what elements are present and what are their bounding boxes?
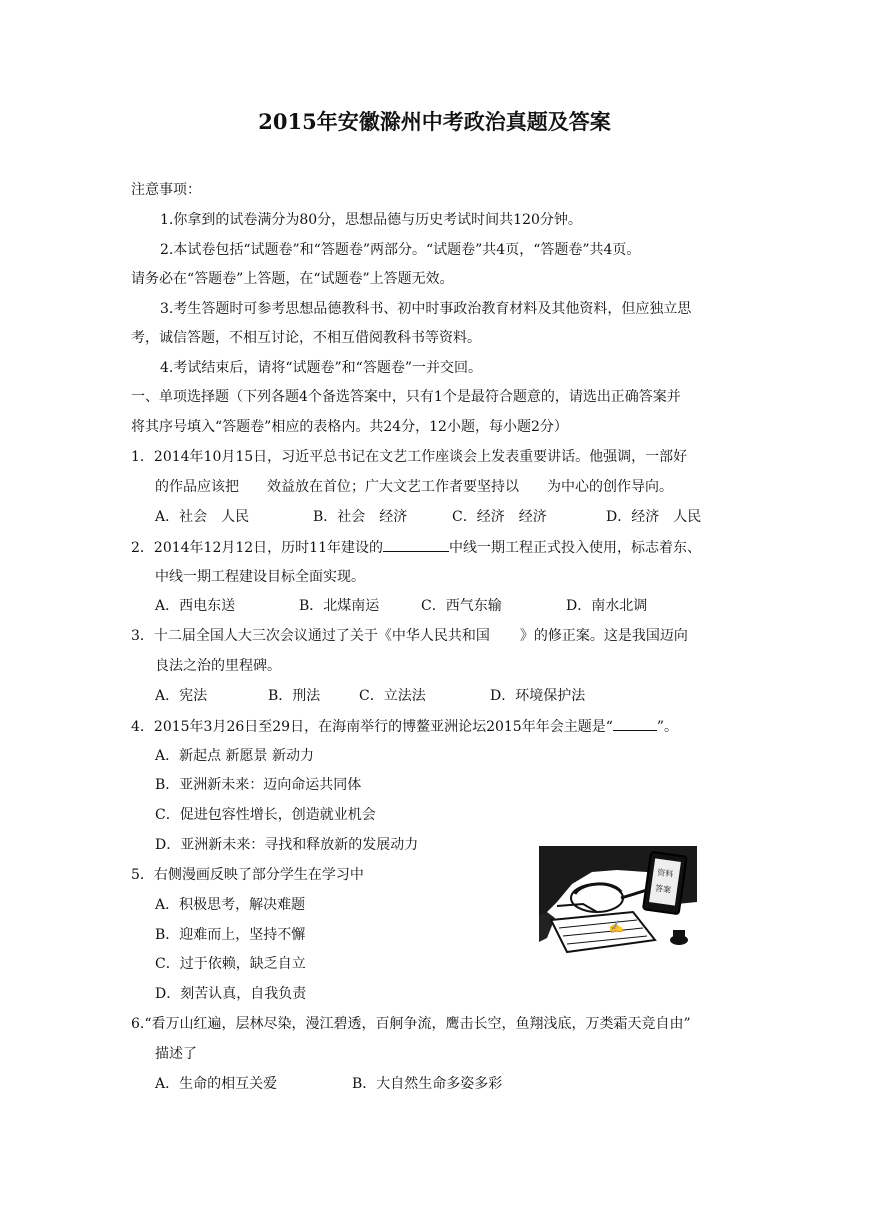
section-instructions: 将其序号填入“答题卷”相应的表格内。共24分，12小题，每小题2分）: [131, 419, 568, 435]
cartoon-notebook-scribble: ✍: [607, 919, 625, 935]
q1-option-d: D．经济 人民: [606, 509, 702, 525]
q6-option-b: B．大自然生命多姿多彩: [352, 1076, 503, 1092]
q4-option-c: C．促进包容性增长，创造就业机会: [155, 807, 376, 823]
notice-item: 1.你拿到的试卷满分为80分，思想品德与历史考试时间共120分钟。: [160, 212, 582, 228]
q2-option-c: C．西气东输: [421, 598, 502, 614]
notice-item: 2.本试卷包括“试题卷”和“答题卷”两部分。“试题卷”共4页，“答题卷”共4页。: [160, 242, 641, 258]
q4-text-a: 4．2015年3月26日至29日，在海南举行的博鳌亚洲论坛2015年年会主题是“: [131, 719, 613, 735]
notice-item: 4.考试结束后，请将“试题卷”和“答题卷”一并交回。: [160, 360, 482, 376]
q1-option-c: C．经济 经济: [452, 509, 547, 525]
q2-text-a: 2．2014年12月12日，历时11年建设的: [131, 540, 383, 556]
question-3-line2: 良法之治的里程碑。: [155, 658, 281, 674]
question-2: [131, 537, 701, 558]
question-2-line2: 中线一期工程建设目标全面实现。: [155, 569, 365, 585]
section-heading: 一、单项选择题（下列各题4个备选答案中，只有1个是最符合题意的，请选出正确答案并: [131, 389, 681, 405]
question-6: 6.“看万山红遍，层林尽染，漫江碧透，百舸争流，鹰击长空，鱼翔浅底，万类霜天竞自由”: [131, 1016, 691, 1032]
q1-text-b: 效益放在首位；广大文艺工作者要坚持以: [267, 479, 519, 495]
q3-option-a: A．宪法: [155, 688, 208, 704]
q1-option-b: B．社会 经济: [313, 509, 408, 525]
q3-option-c: C．立法法: [359, 688, 426, 704]
q4-text-b: ”。: [656, 719, 679, 735]
q1-text-c: 为中心的创作导向。: [547, 479, 673, 495]
q2-answer-blank: [383, 537, 449, 552]
q4-option-a: A．新起点 新愿景 新动力: [155, 748, 315, 764]
q5-option-c: C．过于依赖，缺乏自立: [155, 956, 306, 972]
q3-option-b: B．刑法: [268, 688, 321, 704]
question-1-line2: [155, 477, 673, 497]
q2-option-a: A．西电东送: [155, 598, 236, 614]
q5-option-a: A．积极思考，解决难题: [155, 897, 306, 913]
q3-text-a: 3．十二届全国人大三次会议通过了关于《中华人民共和国: [131, 628, 490, 644]
q2-option-b: B．北煤南运: [299, 598, 380, 614]
question-1: 1．2014年10月15日，习近平总书记在文艺工作座谈会上发表重要讲话。他强调，一部好: [131, 449, 688, 465]
notice-heading: 注意事项：: [131, 182, 201, 198]
page-title: 2015年安徽滁州中考政治真题及答案: [258, 109, 611, 134]
q5-option-b: B．迎难而上，坚持不懈: [155, 927, 306, 943]
question-5: 5．右侧漫画反映了部分学生在学习中: [131, 867, 364, 883]
q1-option-a: A．社会 人民: [155, 509, 250, 525]
cartoon-label-answer: 答案: [654, 883, 672, 895]
notice-item: 考，诚信答题，不相互讨论，不相互借阅教科书等资料。: [131, 330, 481, 346]
question-4: [131, 716, 678, 737]
q3-text-b: 》的修正案。这是我国迈向: [519, 628, 688, 644]
notice-item: 请务必在“答题卷”上答题，在“试题卷”上答题无效。: [131, 271, 454, 287]
q4-answer-blank: [613, 716, 657, 731]
cartoon-label-reference: 资料: [656, 867, 674, 880]
q4-option-d: D．亚洲新未来：寻找和释放新的发展动力: [155, 837, 419, 853]
notice-item: 3.考生答题时可参考思想品德教科书、初中时事政治教育材料及其他资料，但应独立思: [160, 301, 692, 317]
cartoon-illustration: [537, 842, 699, 958]
q1-text-a: 的作品应该把: [155, 479, 239, 495]
question-3: [131, 626, 688, 646]
question-6-line2: 描述了: [155, 1046, 197, 1062]
q5-option-d: D．刻苦认真，自我负责: [155, 986, 307, 1002]
q6-option-a: A．生命的相互关爱: [155, 1076, 278, 1092]
q2-text-b: 中线一期工程正式投入使用，标志着东、: [448, 540, 701, 556]
q2-option-d: D．南水北调: [566, 598, 648, 614]
q4-option-b: B．亚洲新未来：迈向命运共同体: [155, 777, 362, 793]
q3-option-d: D．环境保护法: [490, 688, 586, 704]
